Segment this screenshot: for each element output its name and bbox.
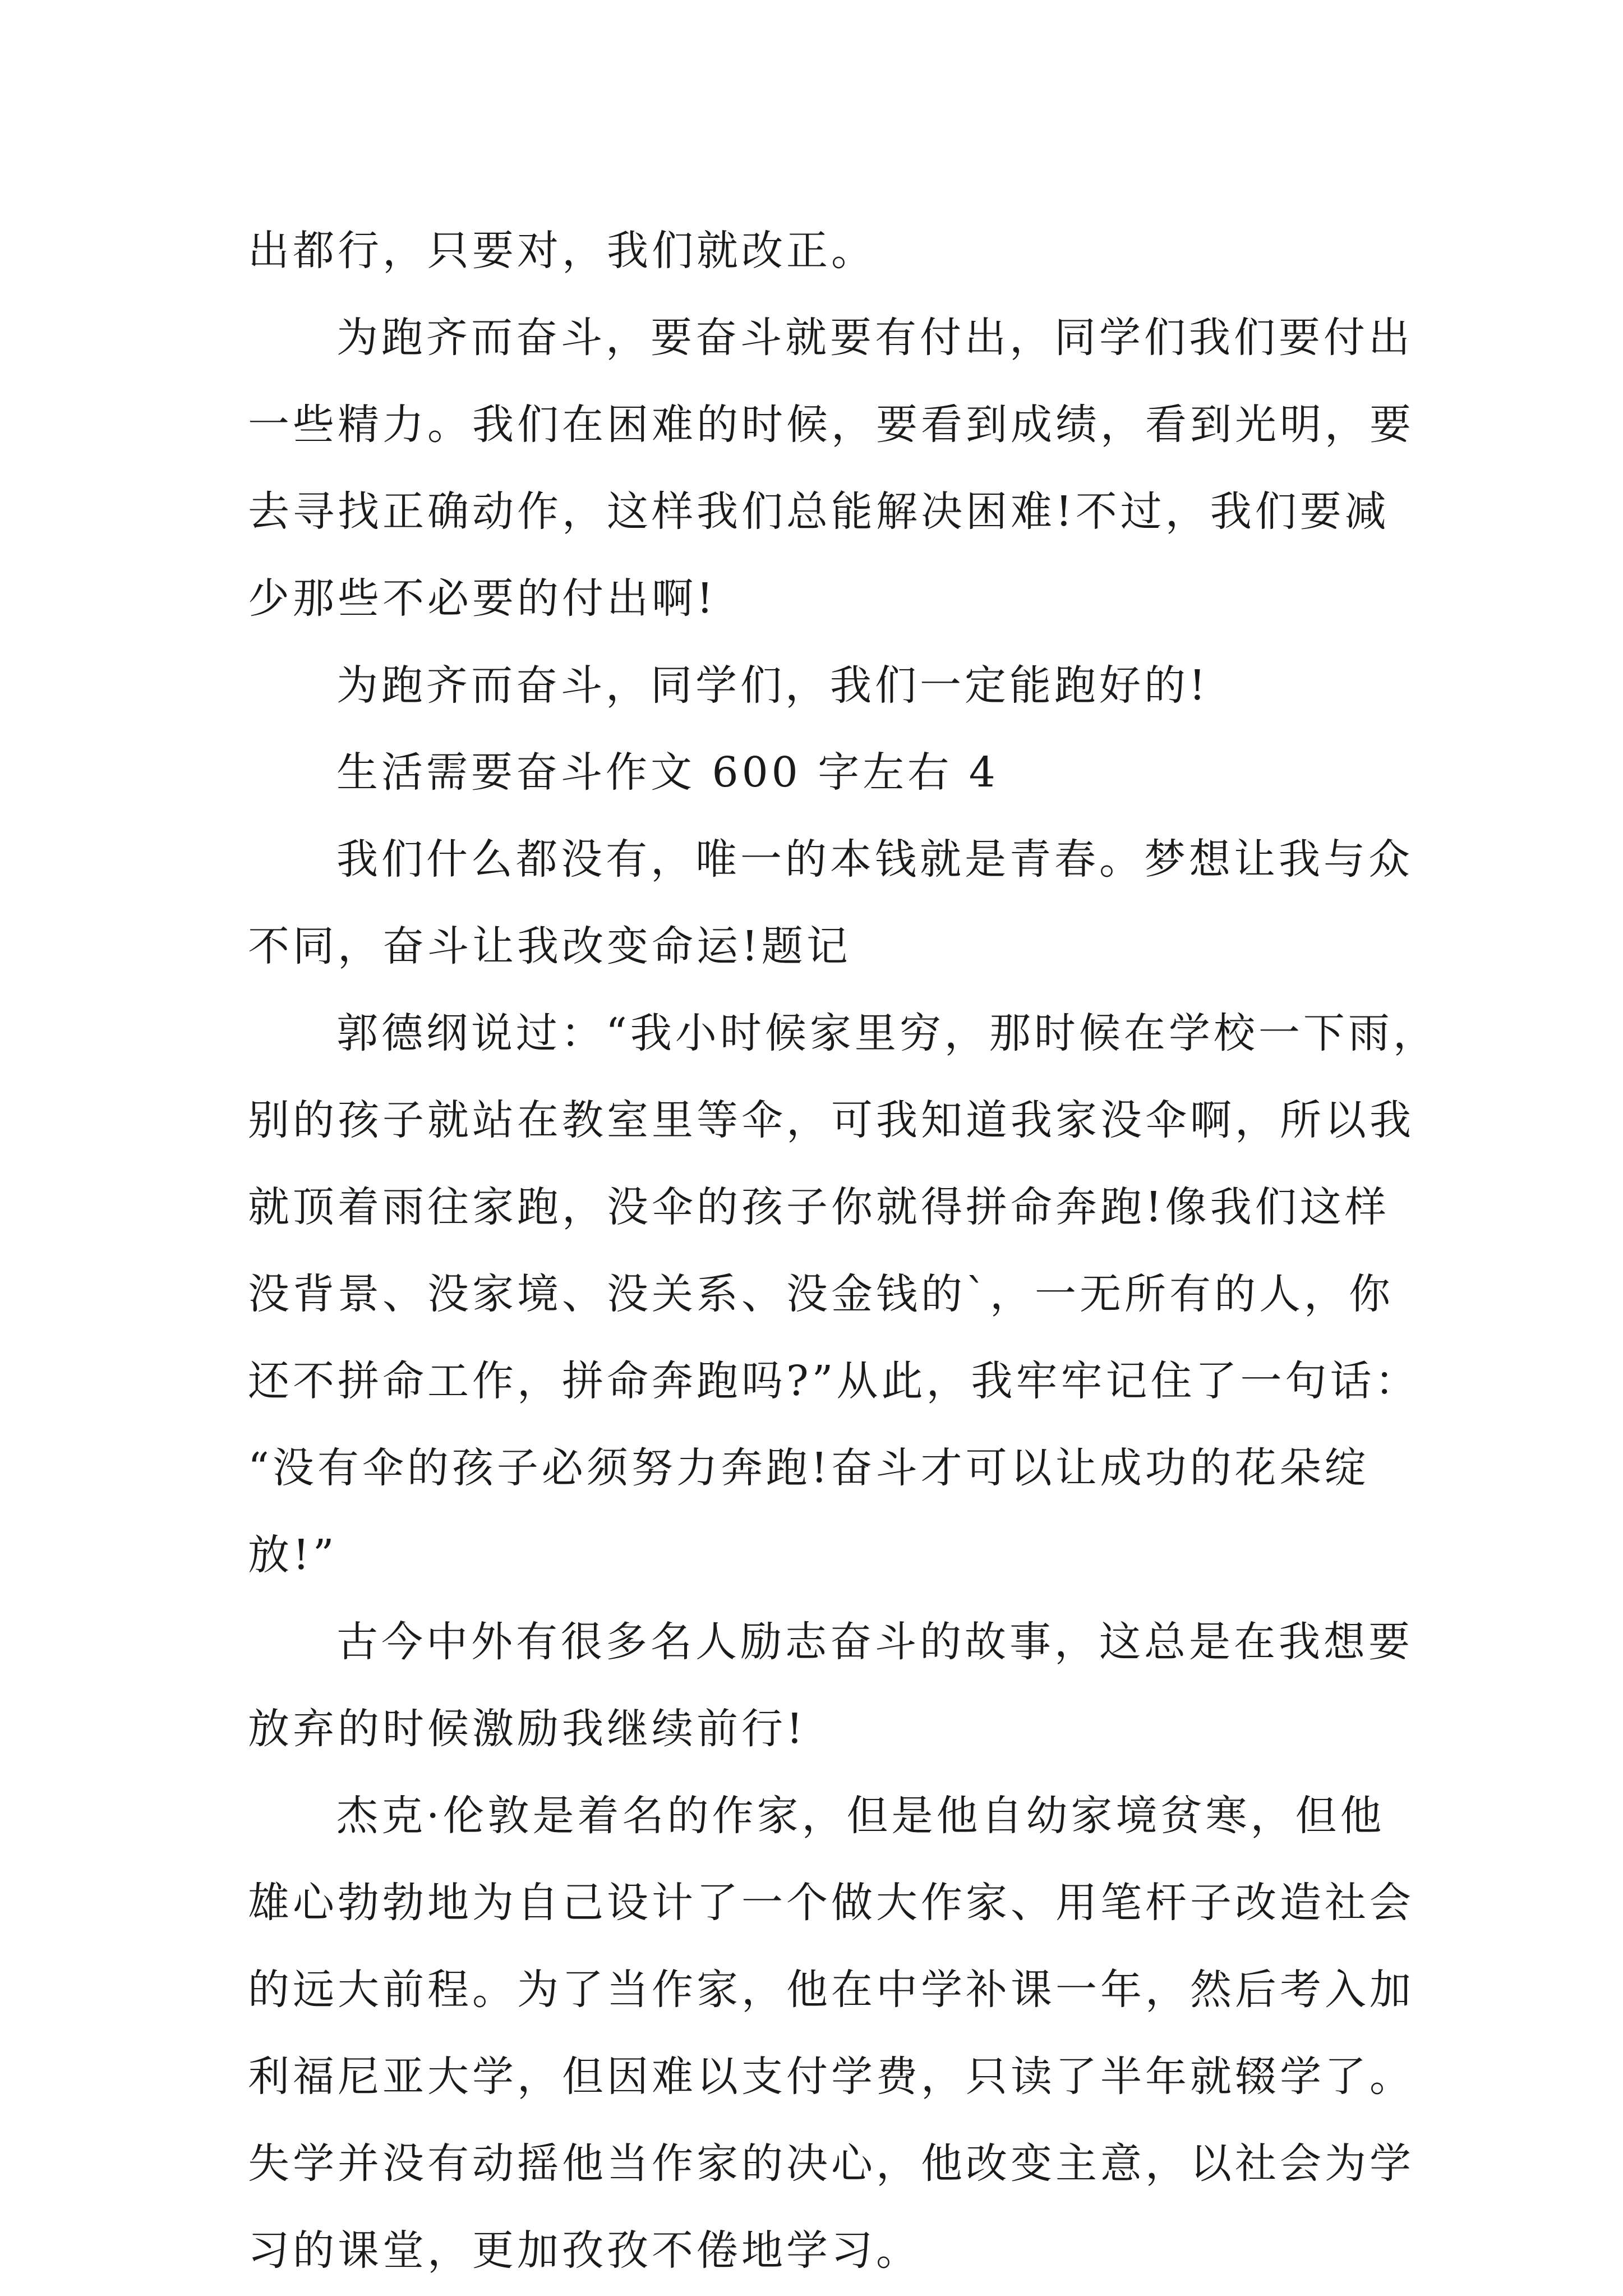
text-line: 我们什么都没有，唯一的本钱就是青春。梦想让我与众: [336, 835, 1413, 884]
text-line: 一些精力。我们在困难的时候，要看到成绩，看到光明，要: [248, 401, 1414, 449]
text-line: 杰克·伦敦是着名的作家，但是他自幼家境贫寒，但他: [336, 1792, 1385, 1840]
text-line: 没背景、没家境、没关系、没金钱的`，一无所有的人，你: [248, 1270, 1394, 1318]
text-line: 放弃的时候激励我继续前行!: [248, 1705, 806, 1753]
text-line: 习的课堂，更加孜孜不倦地学习。: [248, 2226, 921, 2275]
text-line: 古今中外有很多名人励志奋斗的故事，这总是在我想要: [336, 1618, 1413, 1666]
text-line: 利福尼亚大学，但因难以支付学费，只读了半年就辍学了。: [248, 2053, 1414, 2101]
text-line: 还不拼命工作，拼命奔跑吗?”从此，我牢牢记住了一句话：: [248, 1357, 1420, 1405]
text-line: 为跑齐而奋斗，同学们，我们一定能跑好的!: [336, 661, 1209, 710]
text-line: 不同，奋斗让我改变命运!题记: [248, 922, 851, 970]
text-line: 雄心勃勃地为自己设计了一个做大作家、用笔杆子改造社会: [248, 1879, 1414, 1927]
text-line: 郭德纲说过：“我小时候家里穷，那时候在学校一下雨，: [336, 1009, 1438, 1057]
text-line: 出都行，只要对，我们就改正。: [248, 227, 876, 275]
section-heading: 生活需要奋斗作文 600 字左右 4: [336, 748, 999, 797]
document-body: [248, 208, 1438, 2294]
text-line: 失学并没有动摇他当作家的决心，他改变主意，以社会为学: [248, 2139, 1414, 2188]
text-line: 少那些不必要的付出啊!: [248, 574, 717, 623]
text-line: 的远大前程。为了当作家，他在中学补课一年，然后考入加: [248, 1966, 1414, 2014]
text-line: 就顶着雨往家跑，没伞的孩子你就得拼命奔跑!像我们这样: [248, 1183, 1390, 1231]
text-line: “没有伞的孩子必须努力奔跑!奋斗才可以让成功的花朵绽: [248, 1444, 1370, 1492]
text-line: 为跑齐而奋斗，要奋斗就要有付出，同学们我们要付出: [336, 314, 1413, 362]
text-line: 别的孩子就站在教室里等伞，可我知道我家没伞啊，所以我: [248, 1096, 1414, 1144]
text-line: 放!”: [248, 1531, 338, 1579]
text-line: 去寻找正确动作，这样我们总能解决困难!不过，我们要减: [248, 487, 1390, 536]
